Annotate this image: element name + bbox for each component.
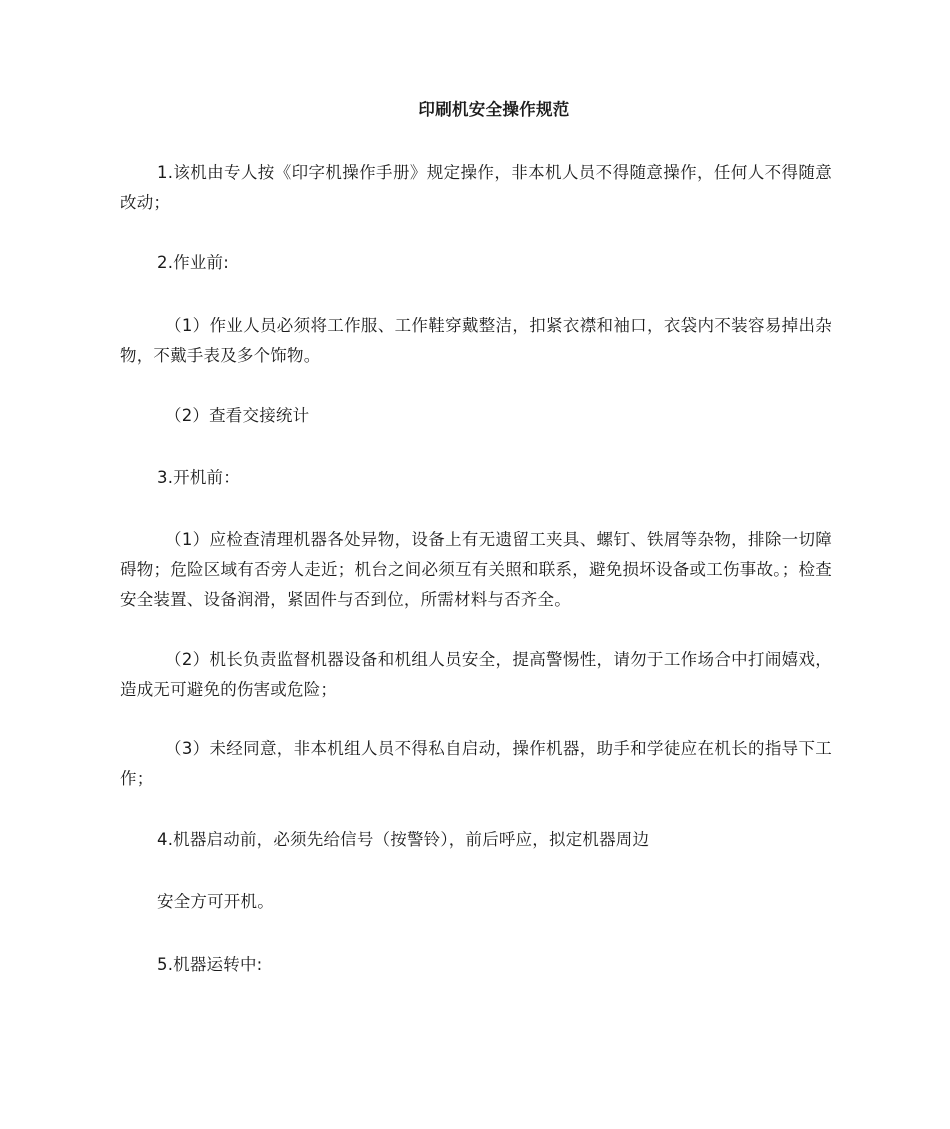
paragraph-2-1: （1）作业人员必须将工作服、工作鞋穿戴整洁，扣紧衣襟和袖口，衣袋内不装容易掉出杂物，不戴手表及多个饰物。: [120, 316, 832, 365]
paragraph-1: 1.该机由专人按《印字机操作手册》规定操作，非本机人员不得随意操作，任何人不得随意改动；: [120, 163, 832, 212]
document-title: 印刷机安全操作规范: [418, 100, 570, 119]
paragraph-2-2: （2）查看交接统计: [165, 406, 310, 425]
paragraph-3: 3.开机前：: [157, 468, 240, 487]
paragraph-4-continued: 安全方可开机。: [157, 892, 274, 911]
paragraph-3-2: （2）机长负责监督机器设备和机组人员安全，提高警惕性，请勿于工作场合中打闹嬉戏，造成无可避免的伤害或危险；: [120, 650, 832, 699]
paragraph-3-3: （3）未经同意，非本机组人员不得私自启动，操作机器，助手和学徒应在机长的指导下工作；: [120, 739, 832, 788]
paragraph-3-1: （1）应检查清理机器各处异物，设备上有无遗留工夹具、螺钉、铁屑等杂物，排除一切障碍物；危险区域有否旁人走近；机台之间必须互有关照和联系，避免损坏设备或工伤事故。；检查安全装置、设备润滑，紧固件与否到位，所需材料与否齐全。: [120, 530, 832, 609]
paragraph-4: 4.机器启动前，必须先给信号（按警铃），前后呼应，拟定机器周边: [157, 830, 650, 849]
paragraph-5: 5.机器运转中:: [157, 955, 263, 974]
paragraph-2: 2.作业前:: [157, 253, 230, 272]
